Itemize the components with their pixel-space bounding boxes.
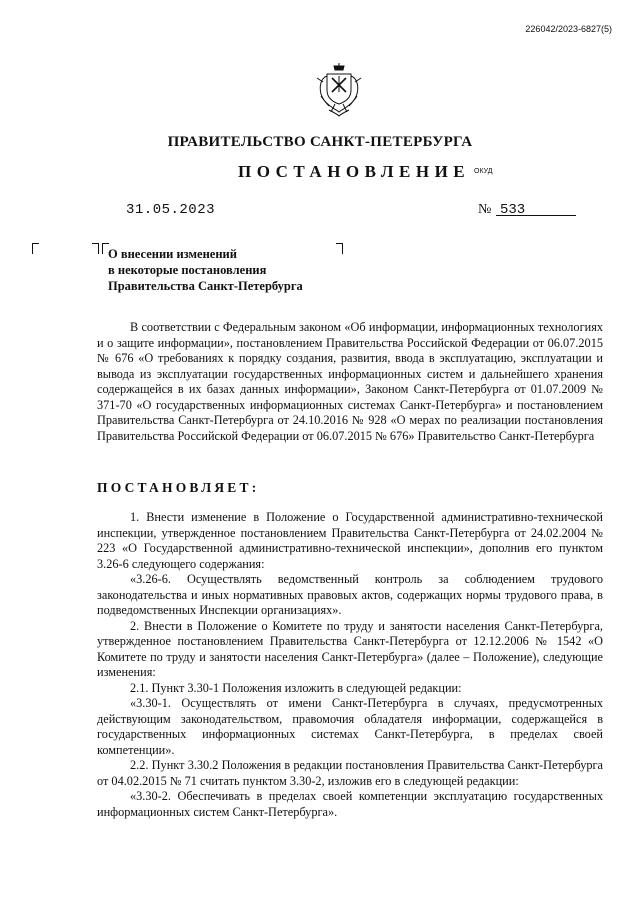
number-sign: № — [478, 202, 492, 217]
title-line: в некоторые постановления — [108, 263, 267, 277]
government-name: ПРАВИТЕЛЬСТВО САНКТ-ПЕТЕРБУРГА — [167, 134, 473, 150]
coat-of-arms-emblem — [313, 62, 365, 118]
resolution-paragraph: «3.30-1. Осуществлять от имени Санкт-Петербурга в случаях, предусмотренных действующим законодательством, правомочия обладателя информации, содержащейся в государственных информационных системах Санкт-Петербурга, в пределах своей компетенции». — [97, 696, 603, 757]
resolution-paragraph: 2.1. Пункт 3.30-1 Положения изложить в следующей редакции: — [130, 680, 462, 695]
resolution-paragraph: 1. Внести изменение в Положение о Государственной административно-технической инспекции, утвержденное постановлением Правительства Санкт-Петербурга от 24.02.2004 № 223 «О Государственной административно-технической инспекции», дополнив его пунктом 3.26-6 следующего содержания: — [97, 510, 603, 571]
document-date: 31.05.2023 — [126, 202, 216, 218]
resolution-paragraph: 2.2. Пункт 3.30.2 Положения в редакции постановления Правительства Санкт-Петербурга от 04.02.2015 № 71 считать пунктом 3.30-2, изложив его в следующей редакции: — [97, 758, 603, 788]
document-number: 533 — [500, 202, 526, 218]
title-line: Правительства Санкт-Петербурга — [108, 279, 303, 293]
preamble-paragraph: В соответствии с Федеральным законом «Об информации, информационных технологиях и о защите информации», постановлением Правительства Российской Федерации от 06.07.2015 № 676 «О требованиях к порядку создания, развития, ввода в эксплуатацию, эксплуатации и вывода из эксплуатации государственных информационных систем и дальнейшего хранения содержащейся в их базах данных информации», Законом Санкт-Петербурга от 01.07.2009 № 371-70 «О государственных информационных системах Санкт-Петербурга» и постановлением Правительства Санкт-Петербурга от 24.10.2016 № 928 «О мерах по реализации постановления Правительства Российской Федерации от 06.07.2015 № 676» Правительство Санкт-Петербурга — [97, 320, 603, 443]
number-underline — [496, 215, 576, 216]
preamble — [97, 320, 603, 444]
title-bracket-right-outer — [336, 243, 343, 254]
title-line: О внесении изменений — [108, 247, 237, 261]
document-type: ПОСТАНОВЛЕНИЕ — [238, 162, 471, 181]
resolution-paragraph: «3.30-2. Обеспечивать в пределах своей компетенции эксплуатацию государственных информационных систем Санкт-Петербурга». — [97, 789, 603, 819]
okud-label: ОКУД — [474, 168, 493, 175]
title-bracket-right-inner — [92, 243, 99, 254]
resolution-paragraph: «3.26-6. Осуществлять ведомственный контроль за соблюдением трудового законодательства и иных нормативных правовых актов, содержащих нормы трудового права, в подведомственных Инспекции организациях». — [97, 572, 603, 617]
resolution-paragraph: 2. Внести в Положение о Комитете по труду и занятости населения Санкт-Петербурга, утвержденное постановлением Правительства Санкт-Петербурга от 12.12.2006 № 1542 «О Комитете по труду и занятости населения Санкт-Петербурга» (далее – Положение), следующие изменения: — [97, 618, 603, 679]
title-bracket-left-outer — [32, 243, 39, 254]
resolution-items — [97, 510, 603, 820]
document-registration-number: 226042/2023-6827(5) — [525, 24, 612, 34]
document-title — [108, 246, 303, 294]
resolves-heading: ПОСТАНОВЛЯЕТ: — [97, 480, 260, 495]
